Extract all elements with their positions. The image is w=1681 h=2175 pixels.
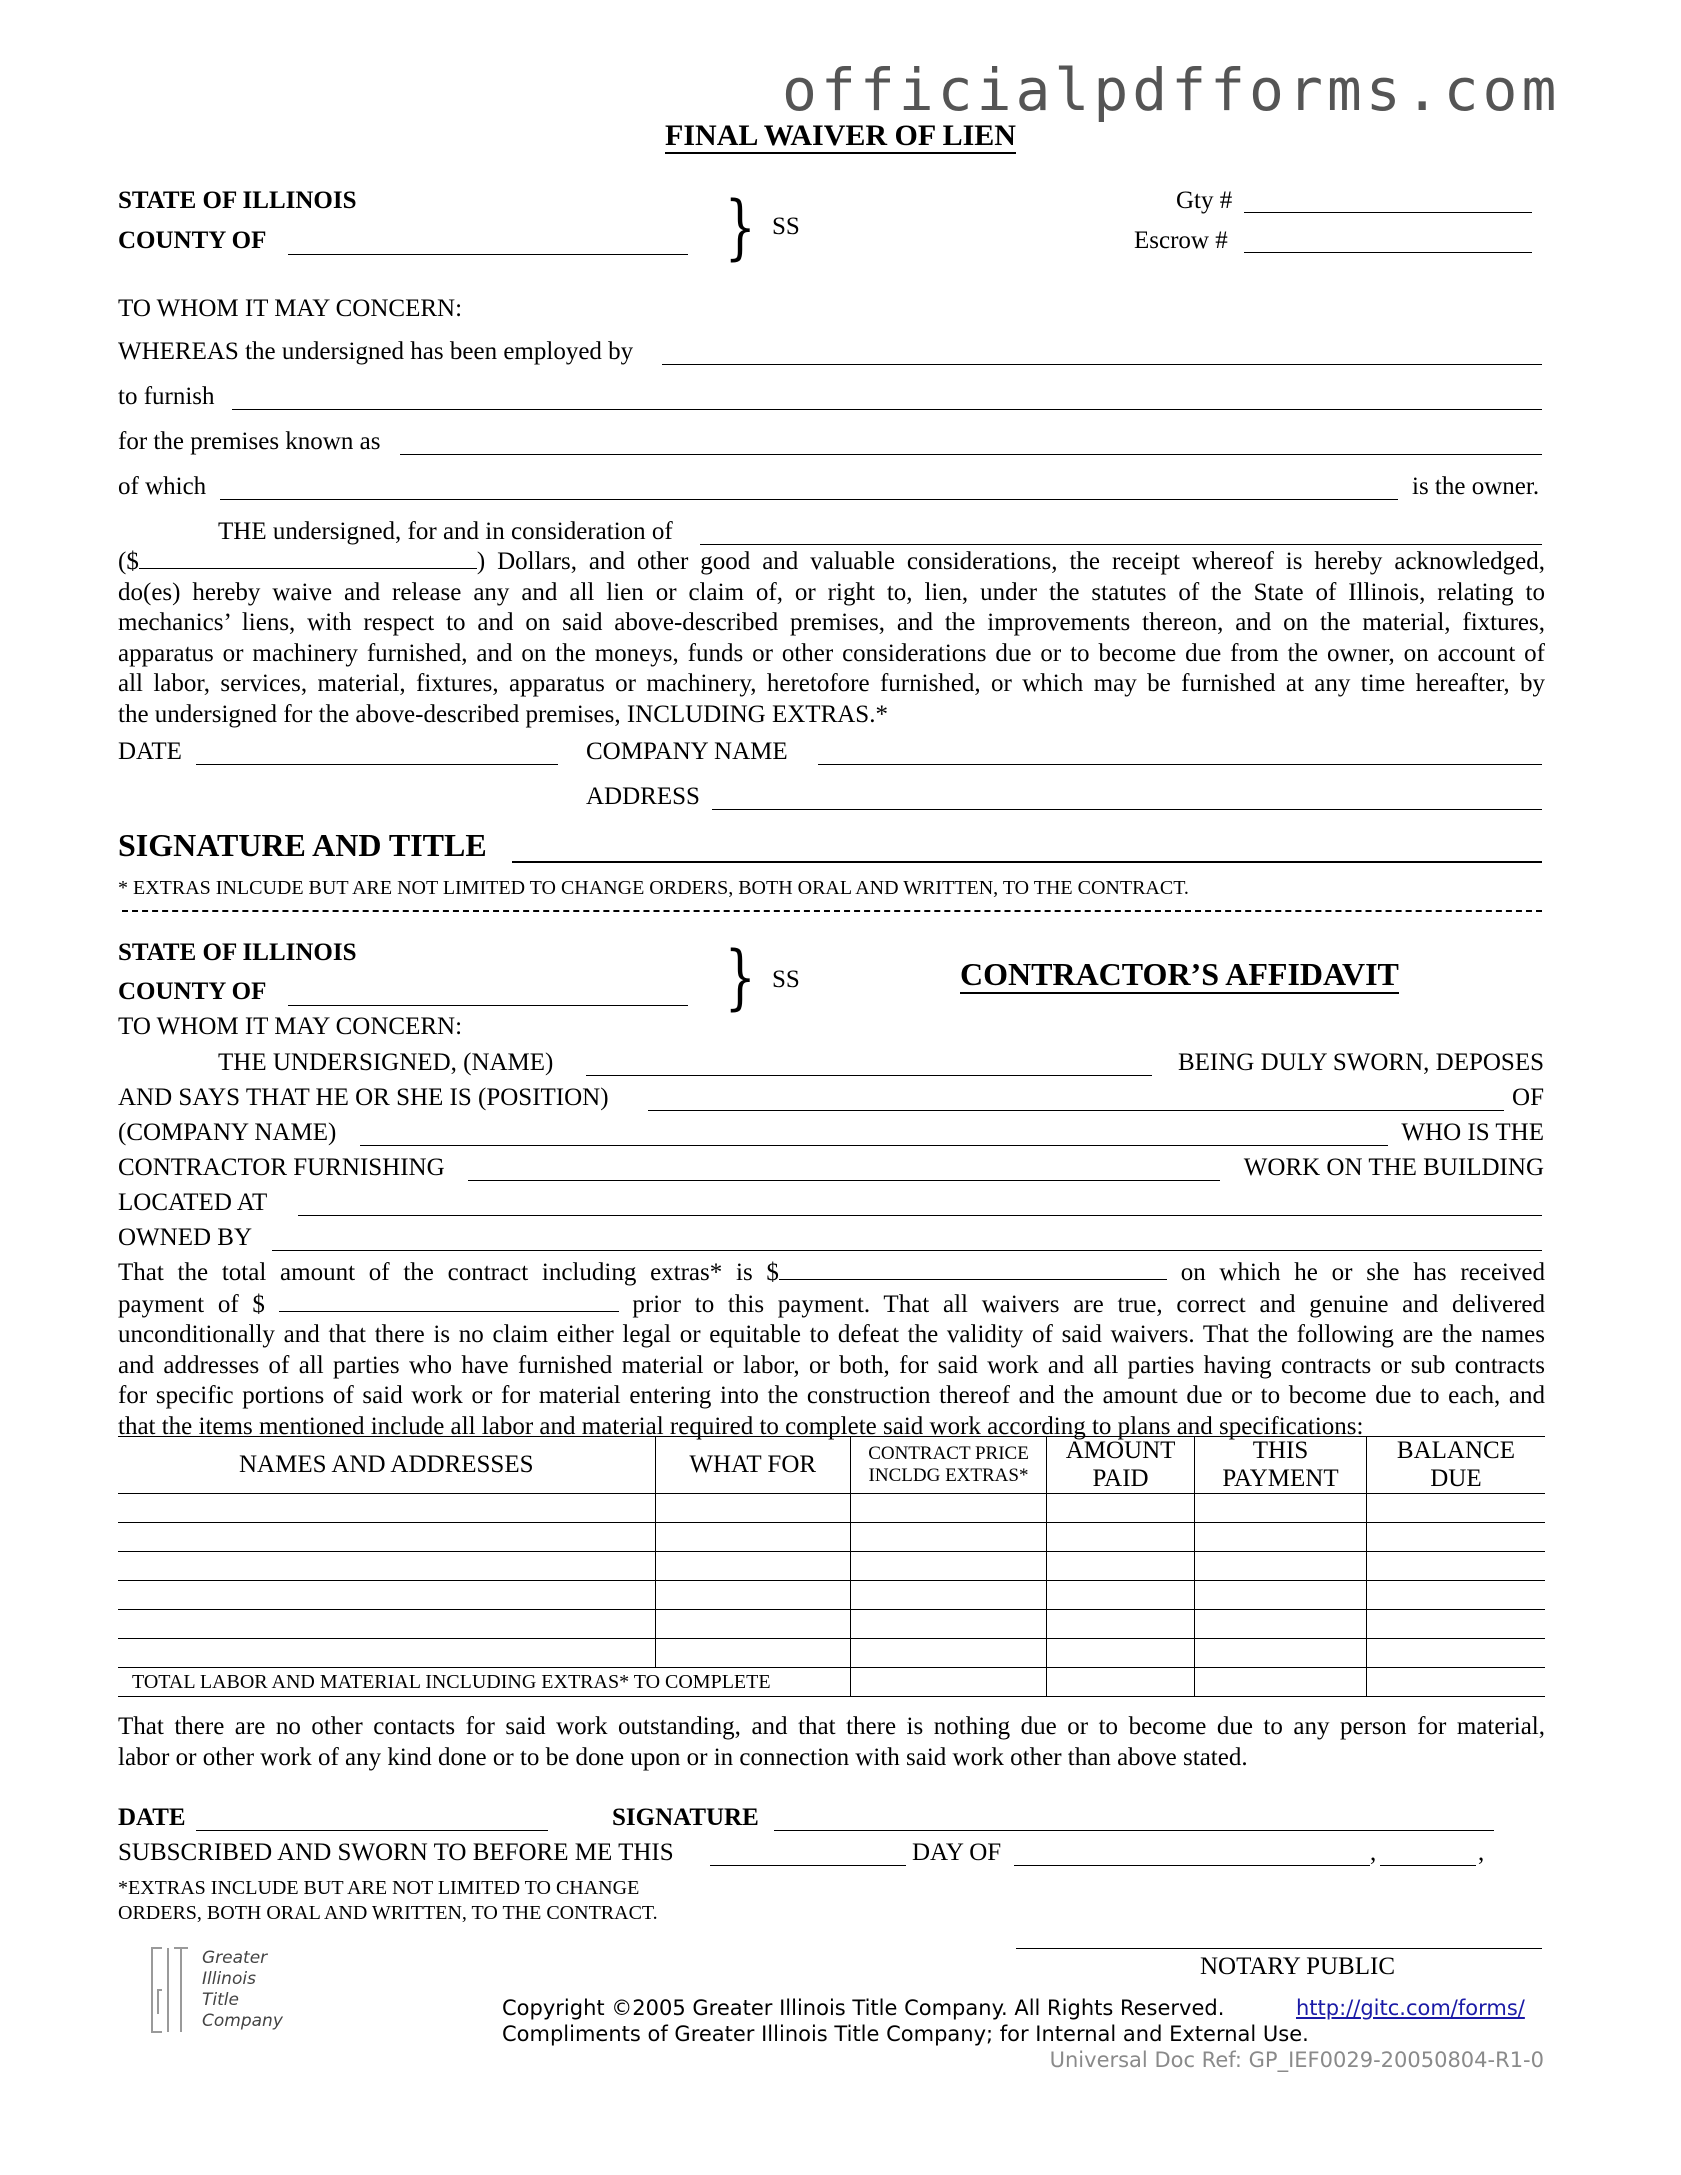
header-this-payment-text: THIS PAYMENT — [1222, 1437, 1339, 1492]
cell[interactable] — [118, 1581, 655, 1610]
cell[interactable] — [850, 1581, 1046, 1610]
copyright-text: Copyright ©2005 Greater Illinois Title Company. All Rights Reserved. — [502, 1996, 1225, 2020]
brace-icon: } — [724, 186, 756, 268]
cell[interactable] — [1047, 1610, 1195, 1639]
logo-text — [202, 1948, 283, 2032]
affidavit-signature-label: SIGNATURE — [612, 1804, 759, 1831]
signature-title-label: SIGNATURE AND TITLE — [118, 827, 487, 863]
cell[interactable] — [1366, 1552, 1545, 1581]
owner-field[interactable] — [220, 499, 1398, 500]
gty-field[interactable] — [1244, 212, 1532, 213]
cell[interactable] — [850, 1523, 1046, 1552]
located-label: LOCATED AT — [118, 1189, 268, 1216]
company-name-label: COMPANY NAME — [586, 738, 788, 765]
logo-text-line: Title — [202, 1990, 239, 2010]
payment-suffix: prior to this payment. That all waivers are true, correct and genuine and delivered — [632, 1290, 1546, 1318]
cell[interactable] — [1047, 1581, 1195, 1610]
position-field[interactable] — [648, 1110, 1504, 1111]
affidavit-to-whom: TO WHOM IT MAY CONCERN: — [118, 1013, 463, 1040]
total-prefix: That the total amount of the contract including extras* is $ — [118, 1259, 779, 1286]
gty-label: Gty # — [1176, 187, 1233, 214]
header-names: NAMES AND ADDRESSES — [118, 1437, 655, 1494]
waiver-state: STATE OF ILLINOIS — [118, 187, 357, 214]
header-contract-price — [850, 1437, 1046, 1494]
total-cell[interactable] — [1047, 1668, 1195, 1697]
day-of-label: DAY OF — [912, 1839, 1002, 1866]
cell[interactable] — [655, 1523, 850, 1552]
waiver-body-line: do(es) hereby waive and release any and all lien or claim of, or right to, lien, under the statutes of the State of Illinois, relating to — [118, 578, 1545, 606]
address-label: ADDRESS — [586, 783, 700, 810]
table-row — [118, 1581, 1545, 1610]
comma-2: , — [1478, 1839, 1485, 1866]
notary-signature-field[interactable] — [1016, 1948, 1542, 1949]
affidavit-body-line: that the items mentioned include all labor and material required to complete said work according to plans and specifications: — [118, 1412, 1364, 1440]
whereas-label: WHEREAS the undersigned has been employed by — [118, 338, 634, 365]
contractor-field[interactable] — [468, 1180, 1220, 1181]
position-label: AND SAYS THAT HE OR SHE IS (POSITION) — [118, 1084, 609, 1111]
forms-link[interactable]: http://gitc.com/forms/ — [1296, 1996, 1525, 2020]
owned-label: OWNED BY — [118, 1224, 253, 1251]
waiver-body-line: mechanics’ liens, with respect to and on said above-described premises, and the improvements thereon, and on the material, fixtures, — [118, 609, 1545, 636]
cell[interactable] — [118, 1610, 655, 1639]
waiver-body-line: the undersigned for the above-described premises, INCLUDING EXTRAS.* — [118, 700, 888, 728]
affidavit-county-field[interactable] — [288, 1005, 688, 1006]
who-label: WHO IS THE — [1401, 1119, 1544, 1146]
company-logo — [140, 1940, 283, 2040]
sworn-month-field[interactable] — [1014, 1865, 1370, 1866]
affidavit-ss: SS — [772, 966, 800, 993]
table-row — [118, 1552, 1545, 1581]
waiver-to-whom: TO WHOM IT MAY CONCERN: — [118, 295, 463, 322]
address-field[interactable] — [712, 809, 1542, 810]
doc-ref: Universal Doc Ref: GP_IEF0029-20050804-R1-0 — [1049, 2048, 1544, 2072]
form-title-text: FINAL WAIVER OF LIEN — [665, 119, 1016, 152]
form-title — [0, 118, 1681, 154]
affidavit-title-text: CONTRACTOR’S AFFIDAVIT — [960, 956, 1399, 992]
sworn-day-field[interactable] — [710, 1865, 906, 1866]
waiver-county-label: COUNTY OF — [118, 227, 267, 254]
waiver-extras-note: * EXTRAS INLCUDE BUT ARE NOT LIMITED TO CHANGE ORDERS, BOTH ORAL AND WRITTEN, TO THE CONTRACT. — [118, 877, 1189, 899]
header-balance-due-text: BALANCE DUE — [1396, 1437, 1515, 1492]
cell[interactable] — [655, 1581, 850, 1610]
cell[interactable] — [1195, 1610, 1367, 1639]
cell[interactable] — [655, 1552, 850, 1581]
waiver-body-text: ) Dollars, and other good and valuable considerations, the receipt whereof is hereby acknowledged, — [476, 548, 1545, 575]
brace-icon: } — [724, 936, 756, 1018]
parties-table — [118, 1436, 1545, 1697]
waiver-date-field[interactable] — [196, 764, 558, 765]
cell[interactable] — [1195, 1552, 1367, 1581]
compliments: Compliments of Greater Illinois Title Company; for Internal and External Use. — [502, 2022, 1309, 2046]
waiver-date-label: DATE — [118, 738, 182, 765]
premises-field[interactable] — [400, 454, 1542, 455]
total-cell[interactable] — [1366, 1668, 1545, 1697]
name-field[interactable] — [586, 1075, 1152, 1076]
affidavit-body-line: and addresses of all parties who have furnished material or labor, or both, for said work and all parties having contracts or sub contracts — [118, 1351, 1545, 1379]
total-cell[interactable] — [850, 1668, 1046, 1697]
total-cell[interactable] — [1195, 1668, 1367, 1697]
notary-label: NOTARY PUBLIC — [1200, 1953, 1396, 1980]
cell[interactable] — [118, 1523, 655, 1552]
waiver-body-line — [118, 546, 1545, 578]
cell[interactable] — [1366, 1610, 1545, 1639]
waiver-body-line: all labor, services, material, fixtures, apparatus or machinery, heretofore furnished, or which may be furnished at any time hereafter, by — [118, 670, 1545, 697]
cell[interactable] — [1366, 1494, 1545, 1523]
sworn-line-label: SUBSCRIBED AND SWORN TO BEFORE ME THIS — [118, 1839, 674, 1866]
closing-line: That there are no other contacts for said work outstanding, and that there is nothing due or to become due to any person for material, — [118, 1713, 1545, 1740]
header-what-for: WHAT FOR — [655, 1437, 850, 1494]
header-amount-paid — [1047, 1437, 1195, 1494]
table-row — [118, 1610, 1545, 1639]
cell[interactable] — [850, 1610, 1046, 1639]
closing-text — [118, 1712, 1545, 1773]
logo-text-line: Illinois — [202, 1969, 256, 1989]
total-amount-field[interactable] — [779, 1257, 1167, 1280]
cell[interactable] — [118, 1639, 655, 1668]
cell[interactable] — [1195, 1494, 1367, 1523]
affidavit-company-field[interactable] — [360, 1145, 1388, 1146]
cell[interactable] — [850, 1639, 1046, 1668]
total-row-label: TOTAL LABOR AND MATERIAL INCLUDING EXTRAS* TO COMPLETE — [118, 1668, 850, 1697]
affidavit-body-line: for specific portions of said work or for material entering into the construction thereof and the amount due or to become due to each, and — [118, 1382, 1545, 1409]
table-row — [118, 1639, 1545, 1668]
escrow-field[interactable] — [1244, 252, 1532, 253]
watermark: officialpdfforms.com — [782, 56, 1561, 124]
company-name-field[interactable] — [818, 764, 1542, 765]
copyright — [502, 1995, 1224, 2022]
located-field[interactable] — [298, 1215, 1542, 1216]
header-this-payment — [1195, 1437, 1367, 1494]
of-label: OF — [1512, 1084, 1544, 1111]
name-label: THE UNDERSIGNED, (NAME) — [218, 1049, 554, 1076]
header-amount-paid-text: AMOUNT PAID — [1065, 1437, 1176, 1492]
affidavit-body — [118, 1257, 1545, 1442]
affidavit-body-line — [118, 1257, 1545, 1289]
owner-suffix: is the owner. — [1412, 473, 1540, 500]
cell[interactable] — [1366, 1523, 1545, 1552]
logo-text-line: Greater — [202, 1948, 268, 1968]
premises-label: for the premises known as — [118, 428, 381, 455]
affidavit-extras-note — [118, 1876, 658, 1926]
escrow-label: Escrow # — [1134, 227, 1228, 254]
consideration-label: THE undersigned, for and in consideration of — [218, 518, 673, 545]
waiver-ss: SS — [772, 213, 800, 240]
signature-title-field[interactable] — [512, 861, 1542, 863]
total-suffix: on which he or she has received — [1180, 1259, 1546, 1286]
table-total-row — [118, 1668, 1545, 1697]
cell[interactable] — [850, 1552, 1046, 1581]
dollar-amount-field[interactable] — [139, 546, 477, 569]
furnish-label: to furnish — [118, 383, 215, 410]
work-label: WORK ON THE BUILDING — [1243, 1154, 1544, 1181]
affidavit-title — [960, 955, 1399, 993]
waiver-body-line: apparatus or machinery furnished, and on the moneys, funds or other considerations due or to become due from the owner, on account of — [118, 639, 1545, 667]
cell[interactable] — [118, 1552, 655, 1581]
cell[interactable] — [655, 1639, 850, 1668]
affidavit-date-label: DATE — [118, 1804, 186, 1831]
table-row — [118, 1523, 1545, 1552]
furnish-field[interactable] — [232, 409, 1542, 410]
cell[interactable] — [1195, 1523, 1367, 1552]
sworn-year-field[interactable] — [1380, 1865, 1476, 1866]
header-balance-due — [1366, 1437, 1545, 1494]
affidavit-signature-field[interactable] — [774, 1830, 1494, 1831]
cell[interactable] — [118, 1494, 655, 1523]
cell[interactable] — [1047, 1639, 1195, 1668]
sworn-label: BEING DULY SWORN, DEPOSES — [1177, 1049, 1544, 1076]
affidavit-state: STATE OF ILLINOIS — [118, 939, 357, 966]
cell[interactable] — [1047, 1552, 1195, 1581]
payment-prefix: payment of $ — [118, 1290, 265, 1318]
dollar-prefix: ($ — [118, 548, 139, 575]
cell[interactable] — [850, 1494, 1046, 1523]
extras-note-line: *EXTRAS INCLUDE BUT ARE NOT LIMITED TO CHANGE — [118, 1877, 640, 1899]
section-divider — [122, 910, 1542, 912]
company-label: (COMPANY NAME) — [118, 1119, 337, 1146]
payment-amount-field[interactable] — [279, 1289, 619, 1312]
employed-by-field[interactable] — [662, 364, 1542, 365]
affidavit-county-label: COUNTY OF — [118, 978, 267, 1005]
table-header-row — [118, 1437, 1545, 1494]
contractor-label: CONTRACTOR FURNISHING — [118, 1154, 445, 1181]
cell[interactable] — [1366, 1639, 1545, 1668]
cell[interactable] — [1195, 1639, 1367, 1668]
cell[interactable] — [655, 1494, 850, 1523]
comma-1: , — [1370, 1839, 1377, 1866]
affidavit-date-field[interactable] — [196, 1830, 548, 1831]
cell[interactable] — [1366, 1581, 1545, 1610]
cell[interactable] — [1047, 1494, 1195, 1523]
waiver-body — [118, 546, 1545, 730]
closing-line: labor or other work of any kind done or to be done upon or in connection with said work other than above stated. — [118, 1743, 1248, 1771]
affidavit-body-line — [118, 1289, 1545, 1321]
waiver-county-field[interactable] — [288, 254, 688, 255]
logo-text-line: Company — [202, 2011, 283, 2031]
cell[interactable] — [1195, 1581, 1367, 1610]
table-row — [118, 1494, 1545, 1523]
owned-field[interactable] — [272, 1250, 1542, 1251]
header-contract-price-text: CONTRACT PRICE INCLDG EXTRAS* — [868, 1443, 1029, 1486]
cell[interactable] — [655, 1610, 850, 1639]
extras-note-line: ORDERS, BOTH ORAL AND WRITTEN, TO THE CONTRACT. — [118, 1902, 658, 1924]
affidavit-body-line: unconditionally and that there is no claim either legal or equitable to defeat the validity of said waivers. That the following are the names — [118, 1321, 1545, 1348]
of-which-label: of which — [118, 473, 207, 500]
cell[interactable] — [1047, 1523, 1195, 1552]
consideration-field[interactable] — [700, 544, 1542, 545]
